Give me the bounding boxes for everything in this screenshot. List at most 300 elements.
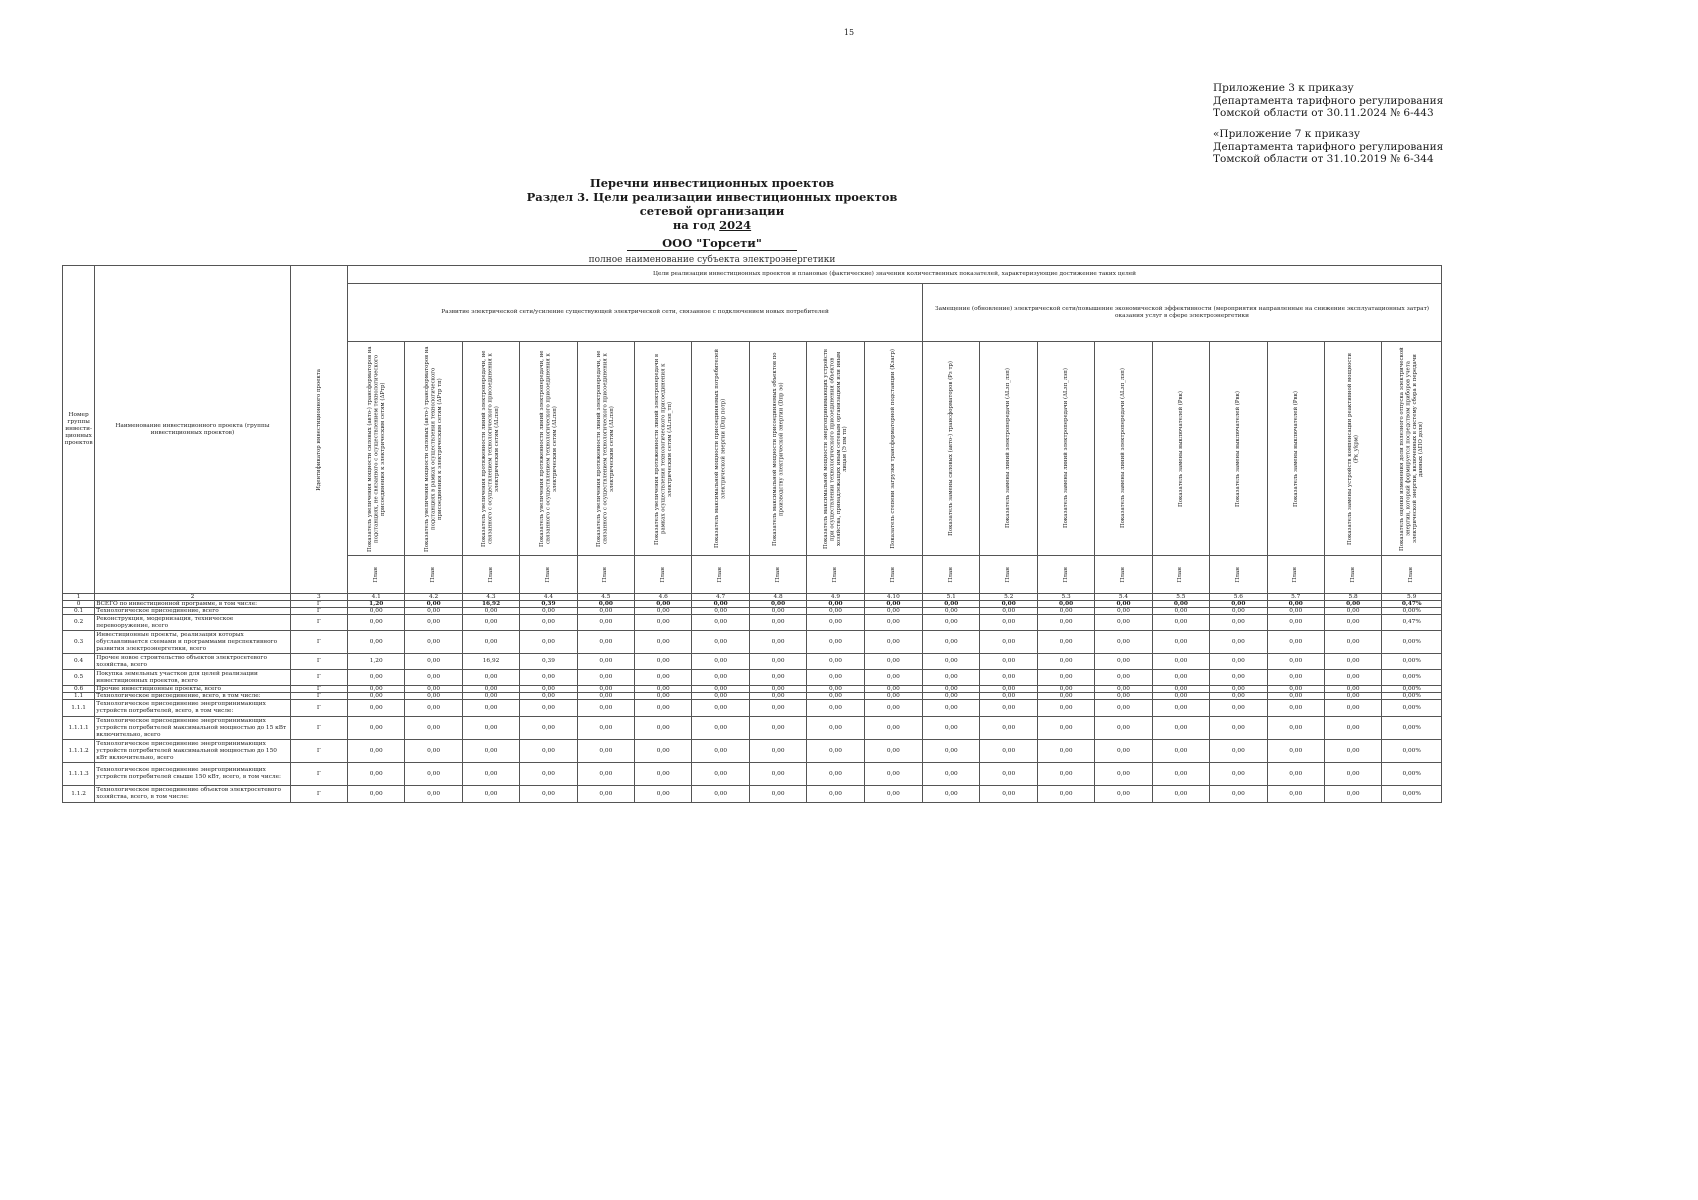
row-value: 0,00 <box>1037 615 1094 631</box>
plan-label: План <box>1005 566 1012 583</box>
indicator-header-text: Показатель замены линий электропередачи (ΔLзп_лэп) <box>1005 368 1012 529</box>
row-value: 0,00 <box>923 786 980 803</box>
row-project-id: Г <box>290 740 347 763</box>
row-number: 0.5 <box>63 670 95 686</box>
indicator-header <box>1152 342 1209 556</box>
plan-header <box>749 556 806 594</box>
row-project-name: Прочее новое строительство объектов электросетевого хозяйства, всего <box>95 654 290 670</box>
row-value: 0,00 <box>1267 615 1324 631</box>
row-value: 0,00 <box>405 693 462 700</box>
row-value: 0,00 <box>692 693 749 700</box>
row-value: 0,47% <box>1382 615 1442 631</box>
row-value: 0,00 <box>749 654 806 670</box>
row-value: 0,00 <box>1267 693 1324 700</box>
plan-label: План <box>774 566 781 583</box>
row-value: 0,00% <box>1382 686 1442 693</box>
row-value: 0,00 <box>749 601 806 608</box>
row-value: 0,00 <box>1037 631 1094 654</box>
row-project-id: Г <box>290 717 347 740</box>
indicator-header-text: Показатель максимальной мощности присоединяемых объектов по производству электрической энергии (Dпр эо) <box>771 351 785 546</box>
column-number: 2 <box>95 594 290 601</box>
table-row <box>63 631 1442 654</box>
plan-header <box>405 556 462 594</box>
plan-label: План <box>487 566 494 583</box>
row-value: 0,00 <box>577 654 634 670</box>
row-value: 0,00 <box>635 601 692 608</box>
row-value: 0,00 <box>807 693 864 700</box>
row-value: 0,00 <box>807 686 864 693</box>
row-project-name: Реконструкция, модернизация, техническое перевооружение, всего <box>95 615 290 631</box>
plan-header <box>1095 556 1152 594</box>
indicator-header-text: Показатель увеличения мощности силовых (авто-) трансформаторов на подстанциях в рамках осуществления технологического присоединения к электрическим сетям (ΔPтр тп) <box>424 345 443 552</box>
row-value: 0,00 <box>577 615 634 631</box>
row-value: 0,00 <box>1152 786 1209 803</box>
table-row <box>63 654 1442 670</box>
row-value: 0,00 <box>923 601 980 608</box>
indicator-header-text: Показатель замены выключателей (Pвк) <box>1292 390 1299 507</box>
row-value: 0,00 <box>807 601 864 608</box>
row-value: 0,00% <box>1382 670 1442 686</box>
row-value: 0,00 <box>923 693 980 700</box>
column-number: 5.9 <box>1382 594 1442 601</box>
row-value: 0,00 <box>520 786 577 803</box>
table-row <box>63 608 1442 615</box>
row-value: 0,00 <box>348 740 405 763</box>
plan-label: План <box>1120 566 1126 583</box>
row-project-id: Г <box>290 654 347 670</box>
row-value: 0,00 <box>749 693 806 700</box>
column-number: 5.4 <box>1095 594 1152 601</box>
row-value: 0,00 <box>807 608 864 615</box>
table-row <box>63 686 1442 693</box>
row-value: 0,00% <box>1382 740 1442 763</box>
row-value: 0,00 <box>1210 686 1267 693</box>
indicator-header-text: Показатель замены силовых (авто-) трансформаторов (Pз тр) <box>948 361 955 536</box>
indicator-header-text: Показатель замены линий электропередачи (ΔLзп_лэп) <box>1120 368 1127 529</box>
row-value: 0,00 <box>462 608 519 615</box>
plan-header <box>1152 556 1209 594</box>
table-row <box>63 786 1442 803</box>
row-value: 0,00 <box>520 670 577 686</box>
row-value: 0,00 <box>980 700 1037 717</box>
row-value: 0,00% <box>1382 700 1442 717</box>
row-value: 0,00% <box>1382 717 1442 740</box>
row-value: 0,00 <box>1210 693 1267 700</box>
table-row <box>63 670 1442 686</box>
row-value: 0,00 <box>980 763 1037 786</box>
row-value: 0,00 <box>1095 786 1152 803</box>
row-value: 0,00 <box>1267 786 1324 803</box>
row-value: 0,00 <box>1267 631 1324 654</box>
indicator-header-text: Показатель увеличения протяженности линий электропередачи в рамках осуществления технологического присоединения к электрическим сетям (ΔLлэп_тп) <box>653 353 673 545</box>
row-value: 0,00 <box>635 740 692 763</box>
row-value: 0,00 <box>635 763 692 786</box>
row-value: 0,00 <box>348 670 405 686</box>
previous-appendix-reference <box>1213 128 1443 166</box>
row-value: 0,00 <box>348 786 405 803</box>
column-number: 5.7 <box>1267 594 1324 601</box>
row-value: 16,92 <box>462 654 519 670</box>
row-value: 0,00 <box>405 615 462 631</box>
row-value: 0,00 <box>405 786 462 803</box>
row-value: 0,00 <box>864 631 922 654</box>
row-value: 0,00 <box>635 615 692 631</box>
plan-header <box>923 556 980 594</box>
row-value: 0,00 <box>520 740 577 763</box>
row-value: 0,00 <box>635 693 692 700</box>
row-value: 0,00 <box>577 631 634 654</box>
row-value: 0,00 <box>807 786 864 803</box>
plan-header <box>520 556 577 594</box>
plan-label: План <box>659 566 666 583</box>
row-value: 0,00 <box>1210 615 1267 631</box>
row-value: 0,00 <box>635 700 692 717</box>
row-project-name: Технологическое присоединение энергопринимающих устройств потребителей свыше 150 кВт, всего, в том числе: <box>95 763 290 786</box>
row-value: 0,00 <box>1095 654 1152 670</box>
row-value: 0,00 <box>1037 786 1094 803</box>
plan-header <box>1210 556 1267 594</box>
row-value: 0,00 <box>1095 608 1152 615</box>
indicator-header-text: Показатель максимальной мощности присоединяемых потребителей электрической энергии (Dпр потр) <box>714 349 727 548</box>
title-line: Перечни инвестиционных проектов <box>589 176 835 190</box>
row-value: 0,00 <box>1095 700 1152 717</box>
row-value: 0,00 <box>749 686 806 693</box>
row-value: 0,00% <box>1382 654 1442 670</box>
row-value: 0,00 <box>1037 740 1094 763</box>
row-value: 0,00 <box>749 717 806 740</box>
table-row <box>63 717 1442 740</box>
row-project-name: Технологическое присоединение объектов электросетевого хозяйства, всего, в том числе: <box>95 786 290 803</box>
row-value: 0,00% <box>1382 631 1442 654</box>
row-value: 0,00 <box>1267 700 1324 717</box>
document-title <box>512 176 912 266</box>
row-value: 0,00 <box>807 763 864 786</box>
row-value: 0,00 <box>348 700 405 717</box>
row-value: 0,00 <box>807 717 864 740</box>
row-value: 0,00 <box>749 631 806 654</box>
row-project-id: Г <box>290 615 347 631</box>
row-value: 0,00 <box>1267 763 1324 786</box>
row-value: 0,00 <box>923 740 980 763</box>
row-value: 0,00 <box>348 763 405 786</box>
row-value: 0,00 <box>749 608 806 615</box>
row-value: 0,00 <box>1152 763 1209 786</box>
plan-label: План <box>831 566 838 583</box>
plan-label: План <box>947 566 954 583</box>
row-value: 0,00 <box>1152 740 1209 763</box>
row-value: 0,00 <box>520 686 577 693</box>
plan-header <box>577 556 634 594</box>
row-value: 1,20 <box>348 601 405 608</box>
plan-label: План <box>1062 566 1069 583</box>
row-value: 0,00 <box>864 686 922 693</box>
column-number: 4.7 <box>692 594 749 601</box>
row-value: 0,00 <box>1152 670 1209 686</box>
row-value: 0,00 <box>980 740 1037 763</box>
row-value: 0,00 <box>635 686 692 693</box>
indicator-header <box>577 342 634 556</box>
row-project-name: Технологическое присоединение энергопринимающих устройств потребителей, всего, в том числе: <box>95 700 290 717</box>
row-number: 0 <box>63 601 95 608</box>
row-value: 0,00 <box>749 670 806 686</box>
row-value: 0,00 <box>635 717 692 740</box>
row-value: 0,00 <box>1152 686 1209 693</box>
plan-label: План <box>372 566 379 583</box>
plan-header <box>980 556 1037 594</box>
row-value: 0,00 <box>1037 693 1094 700</box>
row-value: 0,00 <box>577 686 634 693</box>
row-value: 0,00 <box>923 631 980 654</box>
row-number: 1.1.1.1 <box>63 717 95 740</box>
row-value: 0,00% <box>1382 786 1442 803</box>
table-row <box>63 693 1442 700</box>
indicator-header <box>405 342 462 556</box>
row-value: 0,00 <box>980 686 1037 693</box>
row-value: 0,00 <box>348 686 405 693</box>
indicator-header <box>980 342 1037 556</box>
row-value: 0,00 <box>1267 686 1324 693</box>
appendix-line: Департамента тарифного регулирования <box>1213 94 1444 107</box>
plan-label: План <box>1349 566 1356 583</box>
row-value: 0,00 <box>1037 608 1094 615</box>
row-value: 0,00 <box>520 631 577 654</box>
section-title: Раздел 3. Цели реализации инвестиционных проектов сетевой организации <box>526 190 898 218</box>
row-value: 0,00 <box>749 763 806 786</box>
row-value: 0,00 <box>807 654 864 670</box>
row-value: 0,00 <box>692 608 749 615</box>
column-number: 4.1 <box>348 594 405 601</box>
indicator-header <box>1324 342 1381 556</box>
row-value: 0,00 <box>692 786 749 803</box>
row-value: 0,00 <box>692 601 749 608</box>
row-value: 1,20 <box>348 654 405 670</box>
year-prefix: на год <box>672 218 720 232</box>
row-value: 16,92 <box>462 601 519 608</box>
row-value: 0,00 <box>1095 601 1152 608</box>
row-value: 0,00 <box>749 615 806 631</box>
plan-label: План <box>1408 566 1415 583</box>
table-row <box>63 700 1442 717</box>
column-number: 5.5 <box>1152 594 1209 601</box>
indicator-header <box>864 342 922 556</box>
row-value: 0,00 <box>1210 654 1267 670</box>
row-number: 0.4 <box>63 654 95 670</box>
row-number: 0.1 <box>63 608 95 615</box>
plan-header <box>692 556 749 594</box>
row-value: 0,00 <box>520 717 577 740</box>
row-value: 0,00 <box>749 700 806 717</box>
row-value: 0,00 <box>1210 631 1267 654</box>
plan-label: План <box>717 566 724 583</box>
row-value: 0,00 <box>692 654 749 670</box>
row-value: 0,00 <box>1324 601 1381 608</box>
indicator-header-text: Показатель замены линий электропередачи (ΔLзп_лэп) <box>1062 368 1069 529</box>
row-project-id: Г <box>290 631 347 654</box>
appendix-line: Томской области от 30.11.2024 № 6-443 <box>1213 107 1434 119</box>
indicator-header <box>1095 342 1152 556</box>
row-value: 0,00 <box>405 601 462 608</box>
row-value: 0,00 <box>462 686 519 693</box>
header-vertical-text: Идентификатор инвестиционного проекта <box>315 368 322 491</box>
row-value: 0,00 <box>1210 717 1267 740</box>
plan-header <box>348 556 405 594</box>
indicator-header-text: Показатель увеличения протяженности линий электропередачи, не связанного с осуществлением технологического присоединения к электрическим сетям (ΔLлэп) <box>481 350 501 547</box>
appendix-reference <box>1213 82 1443 120</box>
appendix-line: Томской области от 31.10.2019 № 6-344 <box>1213 153 1434 165</box>
row-project-id: Г <box>290 700 347 717</box>
table-row <box>63 740 1442 763</box>
plan-label: План <box>430 566 437 583</box>
row-value: 0,00 <box>1210 786 1267 803</box>
row-value: 0,00 <box>864 786 922 803</box>
column-number: 4.9 <box>807 594 864 601</box>
row-value: 0,00 <box>980 717 1037 740</box>
plan-label: План <box>602 566 609 583</box>
row-project-name: Технологическое присоединение энергопринимающих устройств потребителей максимальной мощностью до 15 кВт включительно, всего <box>95 717 290 740</box>
indicator-header <box>1382 342 1442 556</box>
plan-label: План <box>1292 566 1299 583</box>
row-value: 0,00 <box>462 700 519 717</box>
indicator-header <box>807 342 864 556</box>
row-value: 0,00 <box>348 631 405 654</box>
column-number: 4.5 <box>577 594 634 601</box>
row-value: 0,00 <box>864 693 922 700</box>
column-number: 4.6 <box>635 594 692 601</box>
row-value: 0,00 <box>405 608 462 615</box>
indicator-header <box>635 342 692 556</box>
plan-label: План <box>1234 566 1241 583</box>
row-project-name: ВСЕГО по инвестиционной программе, в том числе: <box>95 601 290 608</box>
indicator-header <box>1037 342 1094 556</box>
row-value: 0,00 <box>923 654 980 670</box>
row-value: 0,00 <box>635 670 692 686</box>
plan-header <box>1382 556 1442 594</box>
row-project-id: Г <box>290 670 347 686</box>
row-value: 0,00 <box>1037 700 1094 717</box>
row-value: 0,00 <box>1267 608 1324 615</box>
plan-header <box>864 556 922 594</box>
indicator-header-text: Показатель максимальной мощности энергопринимающих устройств при осуществлении технологического присоединения объектов хозяйства, принадлежащих иным сетевым организациям или иным лицам (Э пм тп) <box>822 348 848 549</box>
col-group-number-header: Номер группы инвести-ционных проектов <box>63 266 95 594</box>
indicator-header <box>692 342 749 556</box>
row-value: 0,00 <box>348 608 405 615</box>
indicator-header <box>520 342 577 556</box>
row-value: 0,00 <box>1210 700 1267 717</box>
row-value: 0,00 <box>1324 608 1381 615</box>
row-value: 0,00 <box>520 763 577 786</box>
row-project-id: Г <box>290 763 347 786</box>
indicator-header <box>923 342 980 556</box>
row-value: 0,00 <box>348 615 405 631</box>
row-value: 0,00 <box>520 615 577 631</box>
row-value: 0,00 <box>462 615 519 631</box>
row-value: 0,00 <box>807 615 864 631</box>
row-value: 0,00% <box>1382 763 1442 786</box>
row-value: 0,00 <box>1095 686 1152 693</box>
row-value: 0,39 <box>520 601 577 608</box>
row-value: 0,00 <box>405 700 462 717</box>
column-number: 3 <box>290 594 347 601</box>
column-number: 5.3 <box>1037 594 1094 601</box>
row-value: 0,00 <box>462 763 519 786</box>
plan-header <box>1324 556 1381 594</box>
row-value: 0,00 <box>1152 615 1209 631</box>
plan-header <box>1267 556 1324 594</box>
goals-group-header: Цели реализации инвестиционных проектов и плановые (фактические) значения количественных показателей, характеризующие достижение таких целей <box>348 266 1442 284</box>
row-value: 0,00 <box>864 601 922 608</box>
row-value: 0,00 <box>1037 654 1094 670</box>
row-value: 0,00 <box>864 717 922 740</box>
row-number: 1.1.2 <box>63 786 95 803</box>
row-value: 0,39 <box>520 654 577 670</box>
row-value: 0,00 <box>577 700 634 717</box>
row-value: 0,00 <box>980 615 1037 631</box>
row-value: 0,00 <box>462 631 519 654</box>
row-number: 0.3 <box>63 631 95 654</box>
row-value: 0,00 <box>1152 700 1209 717</box>
row-value: 0,00 <box>1152 717 1209 740</box>
appendix-line: Департамента тарифного регулирования <box>1213 140 1444 153</box>
row-value: 0,00 <box>692 763 749 786</box>
row-project-id: Г <box>290 786 347 803</box>
row-value: 0,00 <box>1324 763 1381 786</box>
row-value: 0,00 <box>577 670 634 686</box>
indicator-header <box>1210 342 1267 556</box>
column-number: 4.4 <box>520 594 577 601</box>
row-value: 0,00 <box>1210 601 1267 608</box>
row-value: 0,00 <box>520 608 577 615</box>
row-value: 0,00 <box>462 693 519 700</box>
row-value: 0,00 <box>635 608 692 615</box>
row-value: 0,00 <box>405 686 462 693</box>
indicator-header <box>462 342 519 556</box>
column-number: 5.1 <box>923 594 980 601</box>
indicator-header <box>348 342 405 556</box>
row-value: 0,00 <box>807 740 864 763</box>
row-value: 0,00 <box>692 670 749 686</box>
row-value: 0,00 <box>1095 670 1152 686</box>
plan-header <box>635 556 692 594</box>
row-value: 0,00 <box>980 693 1037 700</box>
row-value: 0,00% <box>1382 693 1442 700</box>
appendix-line: Приложение 3 к приказу <box>1213 82 1354 94</box>
row-value: 0,00 <box>923 717 980 740</box>
row-value: 0,00 <box>635 786 692 803</box>
row-value: 0,00 <box>462 670 519 686</box>
row-value: 0,00% <box>1382 608 1442 615</box>
row-value: 0,00 <box>864 615 922 631</box>
indicator-header <box>1267 342 1324 556</box>
row-value: 0,00 <box>923 608 980 615</box>
plan-header <box>1037 556 1094 594</box>
row-value: 0,00 <box>1267 670 1324 686</box>
row-value: 0,00 <box>577 786 634 803</box>
row-value: 0,00 <box>1267 654 1324 670</box>
row-value: 0,00 <box>577 693 634 700</box>
row-value: 0,00 <box>1210 763 1267 786</box>
row-value: 0,00 <box>405 763 462 786</box>
column-number: 4.8 <box>749 594 806 601</box>
row-project-name: Инвестиционные проекты, реализация которых обуславливается схемами и программами перспективного развития электроэнергетики, всего <box>95 631 290 654</box>
row-value: 0,00 <box>923 686 980 693</box>
row-number: 0.2 <box>63 615 95 631</box>
row-value: 0,00 <box>1152 631 1209 654</box>
row-number: 1.1 <box>63 693 95 700</box>
organization-caption: полное наименование субъекта электроэнергетики <box>588 255 836 265</box>
indicator-header-text: Показатель оценки изменения доли полезного отпуска электрической энергии, который формируется посредством приборов учета электрической энергии, включенных в систему сбора и передачи данных (ΔПО доля) <box>1398 346 1425 551</box>
row-value: 0,00 <box>1095 631 1152 654</box>
row-value: 0,00 <box>864 670 922 686</box>
